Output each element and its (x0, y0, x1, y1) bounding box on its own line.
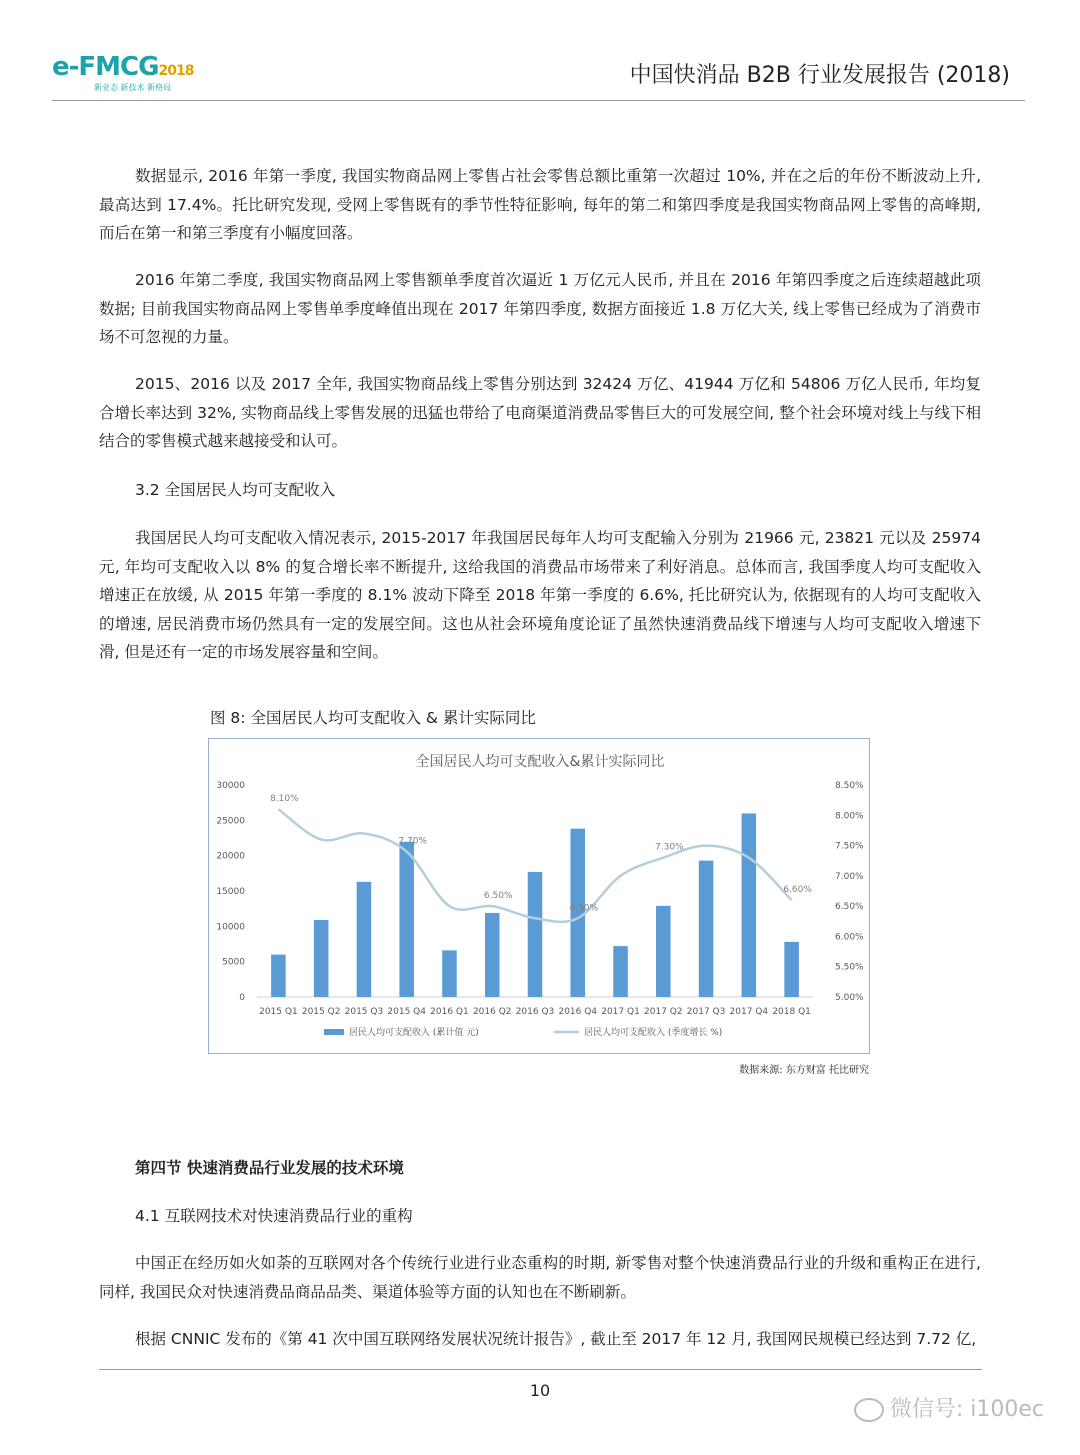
paragraph-q2-2016: 2016 年第二季度, 我国实物商品网上零售额单季度首次逼近 1 万亿元人民币, 并且在 2016 年第四季度之后连续超越此项数据; 目前我国实物商品网上零售单季度峰值出现在 2017 年第四季度, 数据方面接近 1.8 万亿大关, 线上零售已经成为了消费市场不可忽视的力量。 (99, 271, 981, 346)
y2-tick-label: 5.50% (835, 962, 864, 973)
paragraph-disposable-income: 我国居民人均可支配收入情况表示, 2015-2017 年我国居民每年人均可支配输入分别为 21966 元, 23821 元以及 25974 元, 年均可支配收入以 8% 的复合增长率不断提升, 这给我国的消费品市场带来了利好消息。总体而言, 我国季度人均可支配收入增速正在放缓, 从 2015 年第一季度的 8.1% 波动下降至 2018 年第一季度的 6.6%, 托比研究认为, 依据现有的人均可支配收入的增速, 居民消费市场仍然具有一定的发展空间。这也从社会环境角度论证了虽然快速消费品线下增速与人均可支配收入增速下滑, 但是还有一定的市场发展容量和空间。 (99, 529, 981, 661)
bar (742, 813, 757, 997)
x-tick-label: 2015 Q2 (301, 1007, 341, 1017)
y-tick-label: 10000 (216, 922, 245, 933)
y-tick-label: 0 (239, 993, 245, 1003)
bar (613, 946, 628, 997)
legend-bar-swatch (324, 1029, 344, 1035)
wechat-icon (854, 1398, 884, 1422)
x-tick-label: 2015 Q1 (259, 1007, 298, 1017)
line-data-label: 7.30% (655, 842, 684, 853)
subheading-3-2: 3.2 全国居民人均可支配收入 (135, 481, 336, 499)
logo-tagline: 新业态 新技术 新格局 (94, 83, 172, 92)
data-source: 数据来源: 东方财富 托比研究 (739, 1065, 869, 1076)
x-tick-label: 2016 Q3 (515, 1007, 555, 1017)
x-tick-label: 2018 Q1 (772, 1007, 811, 1017)
figure-title: 图 8: 全国居民人均可支配收入 & 累计实际同比 (210, 709, 536, 727)
line-data-label: 8.10% (270, 794, 299, 805)
y-tick-label: 5000 (222, 957, 245, 968)
page-number: 10 (529, 1381, 551, 1400)
paragraph-internet-restructuring: 中国正在经历如火如荼的互联网对各个传统行业进行业态重构的时期, 新零售对整个快速消费品行业的升级和重构正在进行, 同样, 我国民众对快速消费品商品品类、渠道体验等方面的认知也在不断刷新。 (99, 1254, 981, 1301)
x-tick-label: 2016 Q4 (558, 1007, 598, 1017)
subheading-4-1: 4.1 互联网技术对快速消费品行业的重构 (135, 1207, 413, 1225)
x-tick-label: 2017 Q3 (686, 1007, 726, 1017)
bar (357, 882, 372, 997)
y-tick-label: 30000 (216, 781, 245, 791)
paragraph-cnnic: 根据 CNNIC 发布的《第 41 次中国互联网络发展状况统计报告》, 截止至 2017 年 12 月, 我国网民规模已经达到 7.72 亿, (135, 1330, 977, 1348)
paragraph-online-retail-share: 数据显示, 2016 年第一季度, 我国实物商品网上零售占社会零售总额比重第一次超过 10%, 并在之后的年份不断波动上升, 最高达到 17.4%。托比研究发现, 受网上零售既有的季节性特征影响, 每年的第二和第四季度是我国实物商品网上零售的高峰期, 而后在第一和第三季度有小幅度回落。 (99, 167, 981, 242)
report-logo (52, 52, 212, 96)
income-chart-svg (209, 739, 871, 1055)
line-data-label: 6.60% (783, 885, 812, 896)
bar (399, 842, 414, 997)
bar (784, 942, 799, 997)
x-tick-label: 2017 Q1 (601, 1007, 640, 1017)
line-data-label: 6.30% (569, 903, 599, 914)
wechat-watermark (854, 1392, 1044, 1423)
y2-tick-label: 6.50% (835, 902, 864, 913)
chart-title: 全国居民人均可支配收入&累计实际同比 (415, 754, 665, 770)
x-tick-label: 2016 Q2 (472, 1007, 512, 1017)
y2-tick-label: 7.00% (835, 871, 864, 882)
x-tick-label: 2017 Q2 (644, 1007, 683, 1017)
paragraph-annual-retail: 2015、2016 以及 2017 全年, 我国实物商品线上零售分别达到 32424 万亿、41944 万亿和 54806 万亿人民币, 年均复合增长率达到 32%, 实物商品线上零售发展的迅猛也带给了电商渠道消费品零售巨大的可发展空间, 整个社会环境对线上与线下相结合的零售模式越来越接受和认可。 (99, 375, 981, 450)
header-divider (52, 100, 1025, 101)
y2-tick-label: 8.00% (835, 811, 864, 822)
y2-tick-label: 7.50% (835, 841, 864, 852)
bar (314, 920, 329, 997)
x-tick-label: 2017 Q4 (729, 1007, 769, 1017)
y-tick-label: 20000 (216, 851, 245, 862)
x-tick-label: 2015 Q3 (344, 1007, 384, 1017)
y2-tick-label: 6.00% (835, 932, 864, 943)
bar (528, 872, 543, 997)
x-tick-label: 2016 Q1 (430, 1007, 469, 1017)
legend-line-label: 居民人均可支配收入 (季度增长 %) (584, 1028, 723, 1038)
line-data-label: 7.70% (398, 836, 427, 847)
y2-tick-label: 8.50% (835, 781, 864, 791)
x-tick-label: 2015 Q4 (387, 1007, 426, 1017)
income-chart (208, 738, 870, 1054)
bar (699, 861, 714, 997)
y-tick-label: 15000 (216, 887, 245, 897)
y2-tick-label: 5.00% (835, 993, 864, 1003)
bar (442, 950, 457, 997)
bar (485, 913, 500, 997)
watermark-text: 微信号: i100ec (889, 1397, 1044, 1422)
logo-text: e-FMCG2018 (52, 52, 194, 82)
legend-bar-label: 居民人均可支配收入 (累计值 元) (349, 1028, 479, 1038)
line-data-label: 6.50% (483, 891, 513, 902)
y-tick-label: 25000 (216, 816, 245, 827)
section-4-heading: 第四节 快速消费品行业发展的技术环境 (135, 1159, 404, 1177)
report-title: 中国快消品 B2B 行业发展报告 (2018) (629, 63, 1010, 88)
bar (656, 906, 671, 997)
footer-divider (99, 1369, 982, 1370)
bar (271, 955, 286, 997)
